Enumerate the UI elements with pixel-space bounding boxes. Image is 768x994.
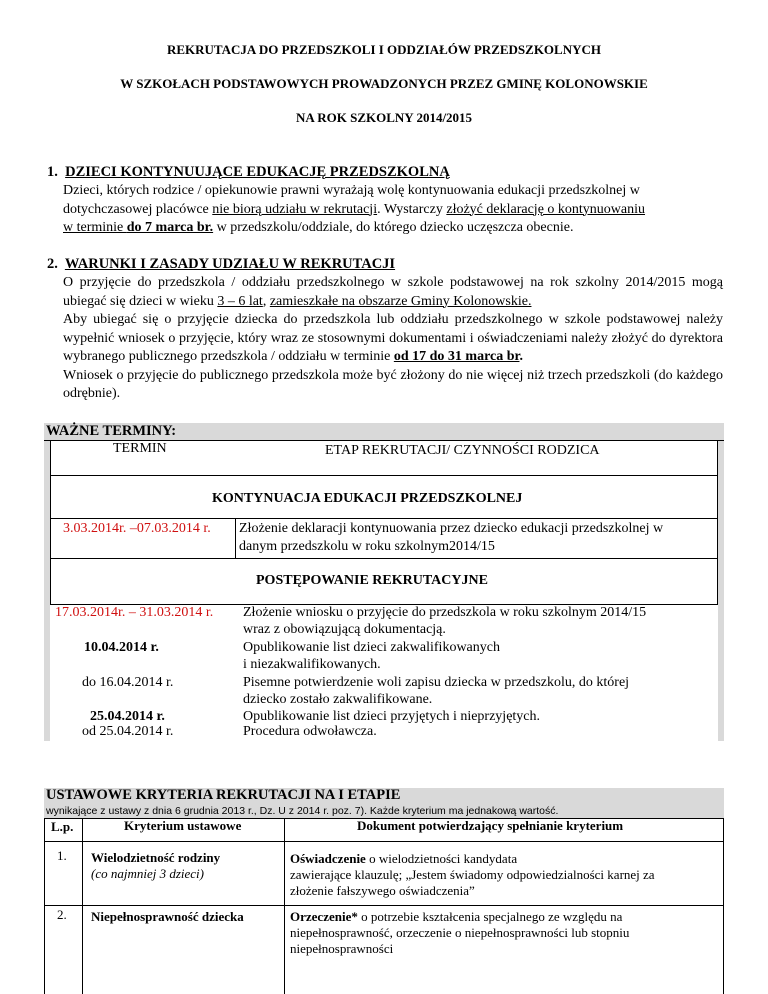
continuation-text-2: danym przedszkolu w roku szkolnym2014/15: [239, 539, 495, 554]
criteria-row-1-criterion: Wielodzietność rodziny: [91, 850, 221, 865]
group-recruitment: POSTĘPOWANIE REKRUTACYJNE: [256, 573, 488, 588]
continuation-text-1: Złożenie deklaracji kontynuowania przez dziecko edukacji przedszkolnej w: [239, 521, 664, 536]
group-continuation: KONTYNUACJA EDUKACJI PRZEDSZKOLNEJ: [212, 491, 523, 506]
criteria-col-lp: L.p.: [51, 819, 74, 834]
recruit-date-4: 25.04.2014 r.: [90, 709, 165, 724]
section-2-text: O przyjęcie do przedszkola / oddziału przedszkolnego w szkole podstawowej na rok szkolny 2014/2015 mogą ubiegać się dzieci w wieku 3 – 6 lat, zamieszkałe na obszarze Gminy Kolonowskie. Aby ubiegać się o przyjęcie dziecka do przedszkola lub oddziału przedszkolnego w szkole podstawowej należy wypełnić wniosek o przyjęcie, który wraz ze stosownymi dokumentami i oświadczeniami należy złożyć do dyrektora wybranego publicznego przedszkola / oddziału w terminie od 17 do 31 marca br. Wniosek o przyjęcie do publicznego przedszkola może być złożony do nie więcej niż trzech przedszkoli (do każdego odrębnie).: [63, 275, 723, 401]
criteria-col-document: Dokument potwierdzający spełnianie kryterium: [357, 818, 624, 833]
criteria-row-1-doc-3: złożenie fałszywego oświadczenia”: [290, 883, 475, 898]
recruit-text-5: Procedura odwoławcza.: [243, 724, 377, 739]
title-line-1: REKRUTACJA DO PRZEDSZKOLI I ODDZIAŁÓW PRZEDSZKOLNYCH: [166, 42, 601, 57]
criteria-row-2-criterion: Niepełnosprawność dziecka: [91, 909, 244, 924]
title-line-3: NA ROK SZKOLNY 2014/2015: [295, 110, 473, 125]
section-1-heading: [47, 164, 450, 181]
criteria-row-2-doc-1: Orzeczenie* o potrzebie kształcenia specjalnego ze względu na: [290, 909, 623, 924]
terms-right-shade: [718, 441, 724, 741]
criteria-row-1-lp: 1.: [57, 848, 67, 863]
recruit-text-1a: Złożenie wniosku o przyjęcie do przedszkola w roku szkolnym 2014/15: [243, 605, 647, 620]
section-2-number: 2.: [47, 256, 58, 272]
criteria-row-1-doc-2: zawierające klauzulę; „Jestem świadomy odpowiedzialności karnej za: [290, 867, 655, 882]
recruit-date-5: od 25.04.2014 r.: [82, 724, 174, 739]
title-line-2: W SZKOŁACH PODSTAWOWYCH PROWADZONYCH PRZEZ GMINĘ KOLONOWSKIE: [120, 76, 648, 91]
section-1-title: DZIECI KONTYNUUJĄCE EDUKACJĘ PRZEDSZKOLNĄ: [65, 164, 450, 180]
criteria-note: wynikające z ustawy z dnia 6 grudnia 2013 r., Dz. U z 2014 r. poz. 7). Każde kryterium ma jednakową wartość.: [46, 805, 559, 817]
section-2-title: WARUNKI I ZASADY UDZIAŁU W REKRUTACJI: [64, 256, 396, 272]
section-2-heading: [47, 256, 395, 273]
continuation-date: 3.03.2014r. –07.03.2014 r.: [63, 521, 211, 536]
recruit-text-4: Opublikowanie list dzieci przyjętych i nieprzyjętych.: [243, 709, 541, 724]
criteria-row-1-criterion-note: (co najmniej 3 dzieci): [91, 866, 204, 881]
criteria-row-2-doc-3: niepełnosprawności: [290, 941, 394, 956]
recruit-text-2b: i niezakwalifikowanych.: [243, 657, 381, 672]
criteria-row-2-doc-2: niepełnosprawność, orzeczenie o niepełnosprawności lub stopniu: [290, 925, 630, 940]
recruit-date-3: do 16.04.2014 r.: [82, 675, 174, 690]
recruit-text-3b: dziecko zostało zakwalifikowane.: [243, 692, 433, 707]
recruit-date-2: 10.04.2014 r.: [84, 640, 159, 655]
criteria-row-1-doc-1: Oświadczenie o wielodzietności kandydata: [290, 851, 518, 866]
col-header-stage: ETAP REKRUTACJI/ CZYNNOŚCI RODZICA: [325, 443, 600, 458]
recruit-date-1: 17.03.2014r. – 31.03.2014 r.: [55, 605, 214, 620]
section-1-text: Dzieci, których rodzice / opiekunowie prawni wyrażają wolę kontynuowania edukacji przedszkolnej w dotychczasowej placówce nie biorą udziału w rekrutacji. Wystarczy złożyć deklarację o kontynuowaniu w terminie do 7 marca br. w przedszkolu/oddziale, do którego dziecko uczęszcza obecnie.: [63, 183, 646, 235]
recruit-text-2a: Opublikowanie list dzieci zakwalifikowanych: [243, 640, 500, 655]
terms-heading: WAŻNE TERMINY:: [46, 423, 177, 439]
recruit-text-3a: Pisemne potwierdzenie woli zapisu dziecka w przedszkolu, do której: [243, 675, 630, 690]
criteria-col-criterion: Kryterium ustawowe: [124, 818, 242, 833]
criteria-row-2-lp: 2.: [57, 907, 67, 922]
recruit-text-1b: wraz z obowiązującą dokumentacją.: [243, 622, 446, 637]
section-1-number: 1.: [47, 164, 58, 180]
col-header-term: TERMIN: [113, 441, 167, 456]
criteria-heading: USTAWOWE KRYTERIA REKRUTACJI NA I ETAPIE: [46, 787, 401, 803]
